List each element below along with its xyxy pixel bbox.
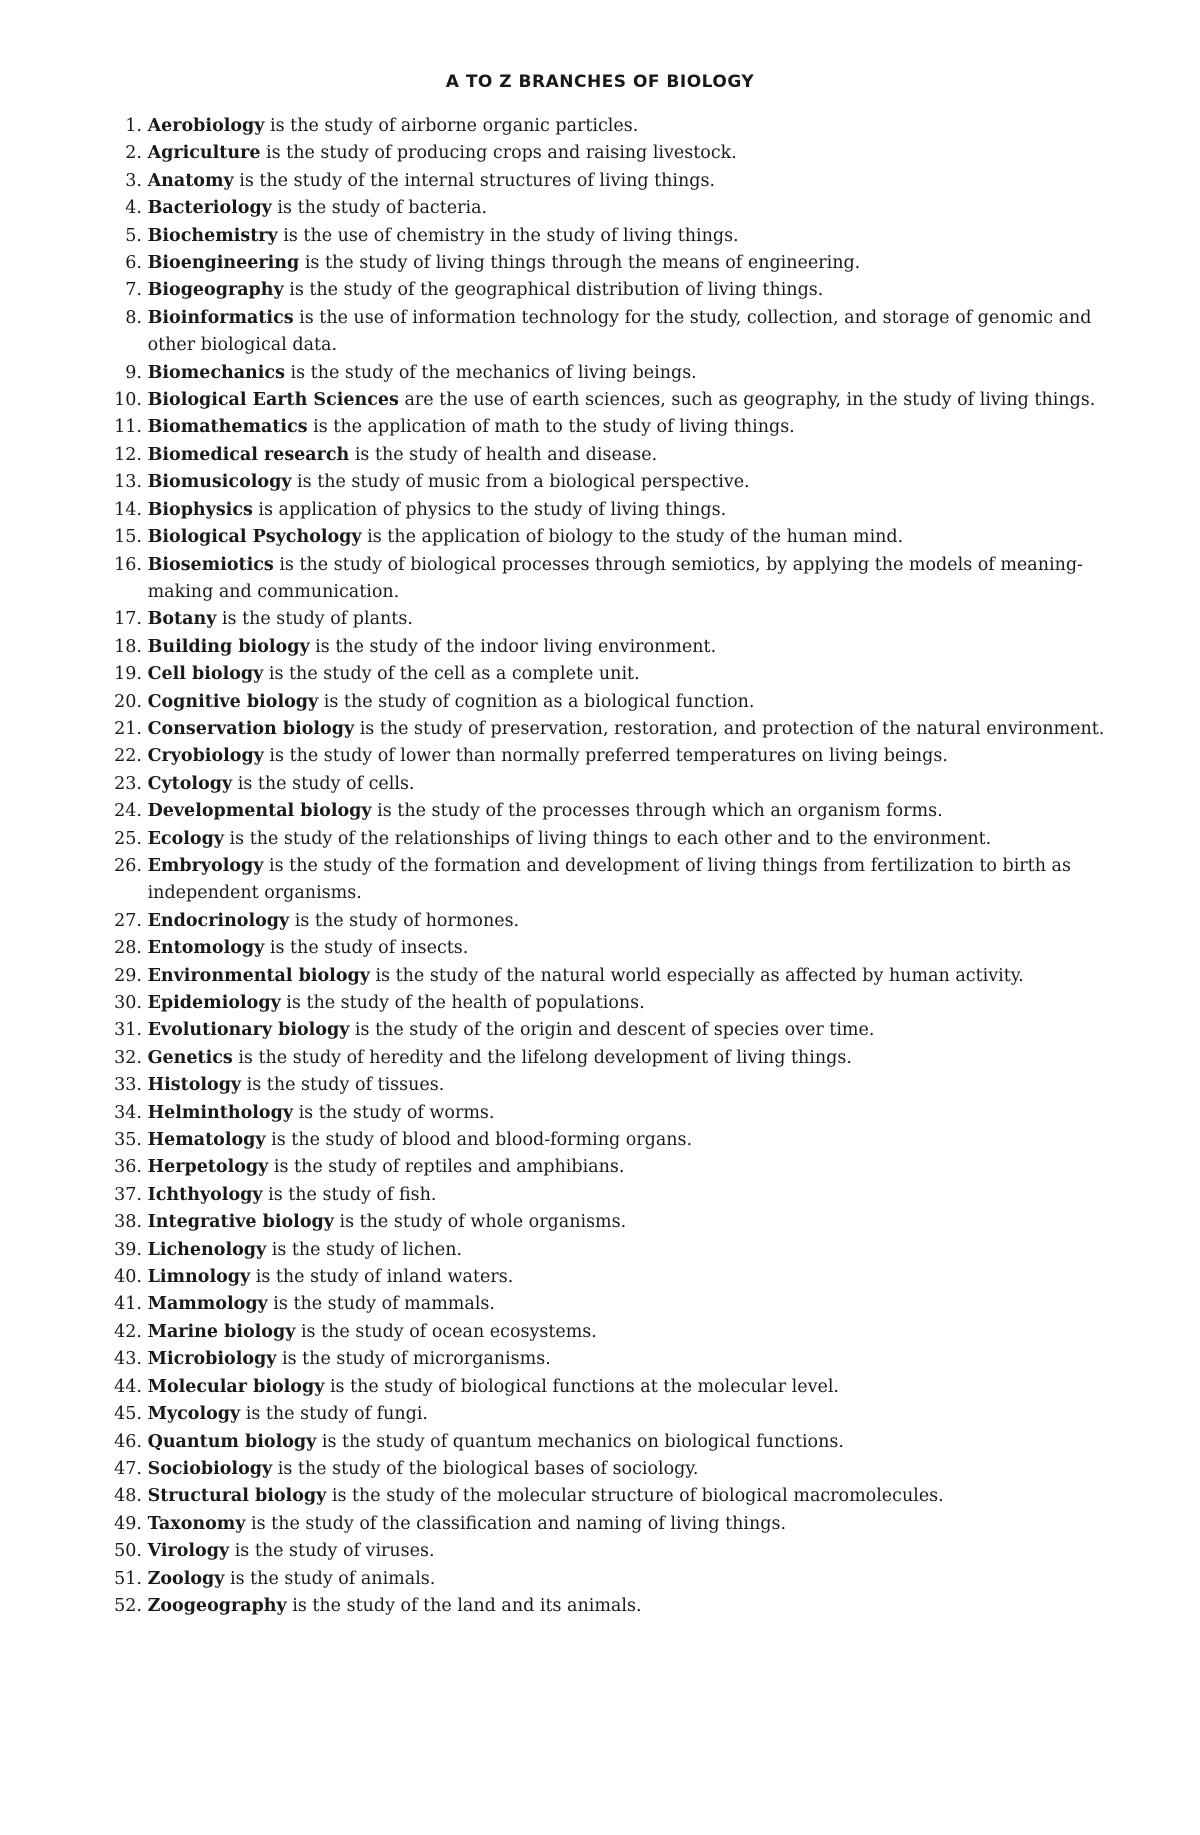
branch-term: Biomusicology xyxy=(147,472,292,493)
item-number: 4. xyxy=(125,198,142,219)
list-item xyxy=(100,1154,1120,1181)
branch-definition: is the study of inland waters. xyxy=(250,1267,514,1288)
branch-definition: is the study of animals. xyxy=(224,1568,436,1589)
list-item xyxy=(100,387,1120,414)
branch-term: Bacteriology xyxy=(147,198,272,219)
branch-term: Marine biology xyxy=(147,1321,296,1342)
branch-term: Virology xyxy=(147,1541,230,1562)
branch-definition: is the study of biological functions at the molecular level. xyxy=(324,1376,839,1397)
item-number: 14. xyxy=(114,499,142,520)
branch-definition: are the use of earth sciences, such as geography, in the study of living things. xyxy=(398,390,1096,411)
branch-definition: is the study of heredity and the lifelong development of living things. xyxy=(232,1047,852,1068)
list-item xyxy=(100,1593,1120,1620)
item-text xyxy=(148,634,1120,661)
branch-definition: is the study of music from a biological perspective. xyxy=(291,472,750,493)
item-text xyxy=(148,1374,1120,1401)
branch-definition: is the study of the geographical distribution of living things. xyxy=(283,280,824,301)
branch-term: Integrative biology xyxy=(147,1212,334,1233)
item-text xyxy=(148,195,1120,222)
branch-term: Cell biology xyxy=(147,664,264,685)
item-number: 5. xyxy=(125,225,142,246)
item-number: 35. xyxy=(114,1130,142,1151)
branch-definition: is the study of producing crops and raising livestock. xyxy=(260,143,737,164)
item-number: 34. xyxy=(114,1102,142,1123)
item-text xyxy=(148,606,1120,633)
list-item xyxy=(100,908,1120,935)
item-text xyxy=(148,305,1120,360)
branch-definition: is the study of worms. xyxy=(293,1102,495,1123)
item-text xyxy=(148,689,1120,716)
page-title: A TO Z BRANCHES OF BIOLOGY xyxy=(445,72,755,92)
branch-term: Genetics xyxy=(147,1047,233,1068)
list-item xyxy=(100,1182,1120,1209)
item-number: 10. xyxy=(114,390,142,411)
branch-definition: is the study of the processes through which an organism forms. xyxy=(371,801,943,822)
item-text xyxy=(148,1538,1120,1565)
list-item xyxy=(100,1456,1120,1483)
list-item xyxy=(100,1045,1120,1072)
item-text xyxy=(148,113,1120,140)
item-text xyxy=(148,935,1120,962)
item-number: 7. xyxy=(125,280,142,301)
branch-term: Bioinformatics xyxy=(147,307,294,328)
branch-term: Cognitive biology xyxy=(147,691,319,712)
item-text xyxy=(148,414,1120,441)
branch-definition: is the study of the mechanics of living beings. xyxy=(284,362,697,383)
branch-term: Lichenology xyxy=(147,1239,267,1260)
branch-definition: is the study of the biological bases of sociology. xyxy=(272,1458,699,1479)
branch-term: Biogeography xyxy=(147,280,284,301)
item-number: 30. xyxy=(114,993,142,1013)
branch-definition: is the study of the relationships of living things to each other and to the environment. xyxy=(223,828,992,849)
list-item xyxy=(100,1483,1120,1510)
branch-definition: is the study of microrganisms. xyxy=(276,1349,551,1370)
branch-definition: is the study of cognition as a biological function. xyxy=(318,691,755,712)
branch-term: Quantum biology xyxy=(147,1431,317,1452)
branch-definition: is the study of blood and blood-forming organs. xyxy=(265,1130,693,1151)
item-number: 46. xyxy=(114,1431,142,1452)
list-item xyxy=(100,743,1120,770)
branch-definition: is the study of fungi. xyxy=(240,1404,428,1425)
branch-definition: is the study of bacteria. xyxy=(271,198,488,219)
item-text xyxy=(148,250,1120,277)
branch-term: Epidemiology xyxy=(147,993,281,1013)
item-text xyxy=(148,223,1120,250)
list-item xyxy=(100,963,1120,990)
item-text xyxy=(148,716,1120,743)
item-number: 37. xyxy=(114,1184,142,1205)
item-text xyxy=(148,1593,1120,1620)
item-number: 11. xyxy=(114,417,142,438)
list-item xyxy=(100,1127,1120,1154)
branch-definition: is the study of airborne organic particles. xyxy=(264,116,639,136)
list-item xyxy=(100,140,1120,167)
list-item xyxy=(100,1072,1120,1099)
branch-term: Environmental biology xyxy=(147,965,370,986)
branch-definition: is the study of reptiles and amphibians. xyxy=(268,1157,625,1178)
item-number: 2. xyxy=(125,143,142,164)
branch-definition: is the study of whole organisms. xyxy=(333,1212,627,1233)
branch-definition: is the use of chemistry in the study of living things. xyxy=(277,225,739,246)
item-number: 33. xyxy=(114,1075,142,1096)
list-item xyxy=(100,277,1120,304)
item-number: 49. xyxy=(114,1513,142,1534)
list-item xyxy=(100,771,1120,798)
list-item xyxy=(100,1538,1120,1565)
item-number: 19. xyxy=(114,664,142,685)
item-number: 25. xyxy=(114,828,142,849)
list-item xyxy=(100,524,1120,551)
item-number: 48. xyxy=(114,1486,142,1507)
item-text xyxy=(148,743,1120,770)
item-number: 23. xyxy=(114,773,142,794)
item-text xyxy=(148,1045,1120,1072)
branch-definition: is the study of the formation and development of living things from fertilization to birth as independent organisms. xyxy=(147,855,1071,904)
item-number: 17. xyxy=(114,609,142,630)
item-number: 27. xyxy=(114,910,142,931)
item-text xyxy=(148,1017,1120,1044)
branch-definition: is the study of health and disease. xyxy=(349,444,658,465)
list-item xyxy=(100,1264,1120,1291)
branch-definition: is the application of math to the study of living things. xyxy=(307,417,795,438)
item-text xyxy=(148,1072,1120,1099)
branch-definition: is the study of plants. xyxy=(216,609,413,630)
item-text xyxy=(148,552,1120,607)
branch-term: Biochemistry xyxy=(147,225,278,246)
list-item xyxy=(100,195,1120,222)
branch-term: Zoology xyxy=(147,1568,225,1589)
item-number: 51. xyxy=(114,1568,142,1589)
item-number: 6. xyxy=(125,253,142,274)
item-text xyxy=(148,826,1120,853)
item-text xyxy=(148,1237,1120,1264)
item-text xyxy=(148,1319,1120,1346)
branch-term: Bioengineering xyxy=(147,253,300,274)
item-number: 3. xyxy=(125,170,142,191)
list-item xyxy=(100,414,1120,441)
item-number: 16. xyxy=(114,554,142,575)
branch-term: Agriculture xyxy=(147,143,261,164)
list-item xyxy=(100,223,1120,250)
item-number: 38. xyxy=(114,1212,142,1233)
list-item xyxy=(100,168,1120,195)
list-item xyxy=(100,1429,1120,1456)
branch-term: Ecology xyxy=(147,828,224,849)
item-text xyxy=(148,168,1120,195)
branch-term: Taxonomy xyxy=(147,1513,246,1534)
item-text xyxy=(148,1346,1120,1373)
item-text xyxy=(148,387,1120,414)
item-number: 43. xyxy=(114,1349,142,1370)
item-text xyxy=(148,1182,1120,1209)
item-number: 39. xyxy=(114,1239,142,1260)
branch-definition: is the study of viruses. xyxy=(229,1541,435,1562)
list-item xyxy=(100,716,1120,743)
item-text xyxy=(148,990,1120,1017)
list-item xyxy=(100,469,1120,496)
item-number: 21. xyxy=(114,718,142,739)
item-number: 31. xyxy=(114,1020,142,1041)
branch-definition: is the study of the health of populations. xyxy=(280,993,645,1013)
item-number: 42. xyxy=(114,1321,142,1342)
branch-definition: is the study of fish. xyxy=(262,1184,437,1205)
branch-definition: is the study of lower than normally preferred temperatures on living beings. xyxy=(263,746,948,767)
branch-term: Biosemiotics xyxy=(147,554,274,575)
branch-definition: is the study of biological processes through semiotics, by applying the models of meaning-making and communication. xyxy=(147,554,1083,602)
item-text xyxy=(148,360,1120,387)
branch-definition: is the use of information technology for the study, collection, and storage of genomic and other biological data. xyxy=(147,307,1092,356)
branch-definition: is the study of the land and its animals. xyxy=(286,1595,642,1616)
branch-definition: is the study of the molecular structure of biological macromolecules. xyxy=(326,1486,944,1507)
item-text xyxy=(148,1511,1120,1538)
list-item xyxy=(100,1511,1120,1538)
branch-definition: is the study of the cell as a complete unit. xyxy=(263,664,640,685)
branch-term: Building biology xyxy=(147,636,310,657)
branch-term: Molecular biology xyxy=(147,1376,325,1397)
list-item xyxy=(100,305,1120,360)
item-text xyxy=(148,442,1120,469)
branch-definition: is the study of living things through the means of engineering. xyxy=(299,253,861,274)
item-text xyxy=(148,1291,1120,1318)
branch-definition: is the study of the internal structures of living things. xyxy=(233,170,716,191)
item-text xyxy=(148,853,1120,908)
item-text xyxy=(148,1209,1120,1236)
list-item xyxy=(100,1100,1120,1127)
branch-term: Biophysics xyxy=(147,499,253,520)
list-item xyxy=(100,1566,1120,1593)
item-text xyxy=(148,1456,1120,1483)
list-item xyxy=(100,798,1120,825)
item-text xyxy=(148,1100,1120,1127)
branch-definition: is the study of tissues. xyxy=(241,1075,445,1096)
item-number: 9. xyxy=(125,362,142,383)
list-item xyxy=(100,1291,1120,1318)
item-text xyxy=(148,1483,1120,1510)
branch-term: Endocrinology xyxy=(147,910,290,931)
branch-definition: is the study of the indoor living environment. xyxy=(309,636,717,657)
branch-term: Embryology xyxy=(147,855,264,876)
list-item xyxy=(100,1401,1120,1428)
item-number: 28. xyxy=(114,938,142,959)
list-item xyxy=(100,661,1120,688)
branch-term: Biomathematics xyxy=(147,417,308,438)
item-number: 44. xyxy=(114,1376,142,1397)
branch-definition: is the study of cells. xyxy=(232,773,415,794)
branch-term: Evolutionary biology xyxy=(147,1020,350,1041)
list-item xyxy=(100,497,1120,524)
list-item xyxy=(100,935,1120,962)
item-number: 22. xyxy=(114,746,142,767)
branch-term: Entomology xyxy=(147,938,265,959)
item-number: 8. xyxy=(125,307,142,328)
branch-definition: is the study of hormones. xyxy=(289,910,520,931)
item-number: 26. xyxy=(114,855,142,876)
branch-term: Conservation biology xyxy=(147,718,355,739)
list-item xyxy=(100,853,1120,908)
branch-definition: is the study of mammals. xyxy=(267,1294,495,1315)
item-number: 52. xyxy=(114,1595,142,1616)
branch-term: Aerobiology xyxy=(147,116,265,136)
branch-term: Botany xyxy=(147,609,217,630)
list-item xyxy=(100,826,1120,853)
branch-definition: is the application of biology to the study of the human mind. xyxy=(361,527,904,548)
item-text xyxy=(148,1154,1120,1181)
item-number: 36. xyxy=(114,1157,142,1178)
item-text xyxy=(148,140,1120,167)
item-text xyxy=(148,469,1120,496)
branch-term: Developmental biology xyxy=(147,801,372,822)
item-number: 18. xyxy=(114,636,142,657)
item-number: 20. xyxy=(114,691,142,712)
item-text xyxy=(148,1264,1120,1291)
item-text xyxy=(148,277,1120,304)
item-number: 40. xyxy=(114,1267,142,1288)
branch-definition: is the study of insects. xyxy=(264,938,469,959)
item-number: 15. xyxy=(114,527,142,548)
item-number: 12. xyxy=(114,444,142,465)
item-text xyxy=(148,771,1120,798)
item-text xyxy=(148,1429,1120,1456)
list-item xyxy=(100,1319,1120,1346)
item-number: 1. xyxy=(125,116,142,136)
branch-term: Herpetology xyxy=(147,1157,269,1178)
item-text xyxy=(148,661,1120,688)
list-item xyxy=(100,113,1120,140)
item-text xyxy=(148,963,1120,990)
list-item xyxy=(100,689,1120,716)
branch-term: Cryobiology xyxy=(147,746,264,767)
list-item xyxy=(100,1017,1120,1044)
list-item xyxy=(100,634,1120,661)
branch-definition: is the study of preservation, restoration, and protection of the natural environment. xyxy=(354,718,1105,739)
branch-term: Biological Psychology xyxy=(147,527,362,548)
branch-term: Mycology xyxy=(147,1404,241,1425)
item-number: 13. xyxy=(114,472,142,493)
branch-term: Hematology xyxy=(147,1130,266,1151)
list-item xyxy=(100,360,1120,387)
branch-term: Structural biology xyxy=(147,1486,327,1507)
branch-term: Sociobiology xyxy=(147,1458,273,1479)
branch-list xyxy=(100,113,1120,1620)
list-item xyxy=(100,1346,1120,1373)
branch-term: Helminthology xyxy=(147,1102,293,1123)
branch-term: Limnology xyxy=(147,1267,251,1288)
branch-definition: is the study of the origin and descent of species over time. xyxy=(349,1020,875,1041)
branch-definition: is the study of the natural world especially as affected by human activity. xyxy=(369,965,1024,986)
branch-definition: is the study of ocean ecosystems. xyxy=(295,1321,597,1342)
branch-term: Biomedical research xyxy=(147,444,350,465)
item-text xyxy=(148,497,1120,524)
branch-term: Zoogeography xyxy=(147,1595,287,1616)
item-number: 50. xyxy=(114,1541,142,1562)
item-text xyxy=(148,798,1120,825)
branch-term: Cytology xyxy=(147,773,233,794)
list-item xyxy=(100,1209,1120,1236)
item-text xyxy=(148,908,1120,935)
list-item xyxy=(100,606,1120,633)
list-item xyxy=(100,552,1120,607)
branch-term: Biological Earth Sciences xyxy=(147,390,399,411)
item-text xyxy=(148,524,1120,551)
item-number: 32. xyxy=(114,1047,142,1068)
branch-definition: is the study of the classification and naming of living things. xyxy=(245,1513,787,1534)
branch-definition: is the study of quantum mechanics on biological functions. xyxy=(316,1431,844,1452)
item-number: 47. xyxy=(114,1458,142,1479)
list-item xyxy=(100,1374,1120,1401)
branch-term: Mammology xyxy=(147,1294,268,1315)
list-item xyxy=(100,250,1120,277)
item-number: 45. xyxy=(114,1404,142,1425)
branch-definition: is application of physics to the study of living things. xyxy=(252,499,727,520)
list-item xyxy=(100,442,1120,469)
branch-term: Anatomy xyxy=(147,170,234,191)
branch-term: Microbiology xyxy=(147,1349,277,1370)
branch-definition: is the study of lichen. xyxy=(266,1239,463,1260)
list-item xyxy=(100,990,1120,1017)
item-number: 24. xyxy=(114,801,142,822)
branch-term: Biomechanics xyxy=(147,362,285,383)
list-item xyxy=(100,1237,1120,1264)
item-text xyxy=(148,1127,1120,1154)
item-text xyxy=(148,1401,1120,1428)
branch-term: Histology xyxy=(147,1075,242,1096)
item-number: 29. xyxy=(114,965,142,986)
item-number: 41. xyxy=(114,1294,142,1315)
item-text xyxy=(148,1566,1120,1593)
branch-term: Ichthyology xyxy=(147,1184,263,1205)
